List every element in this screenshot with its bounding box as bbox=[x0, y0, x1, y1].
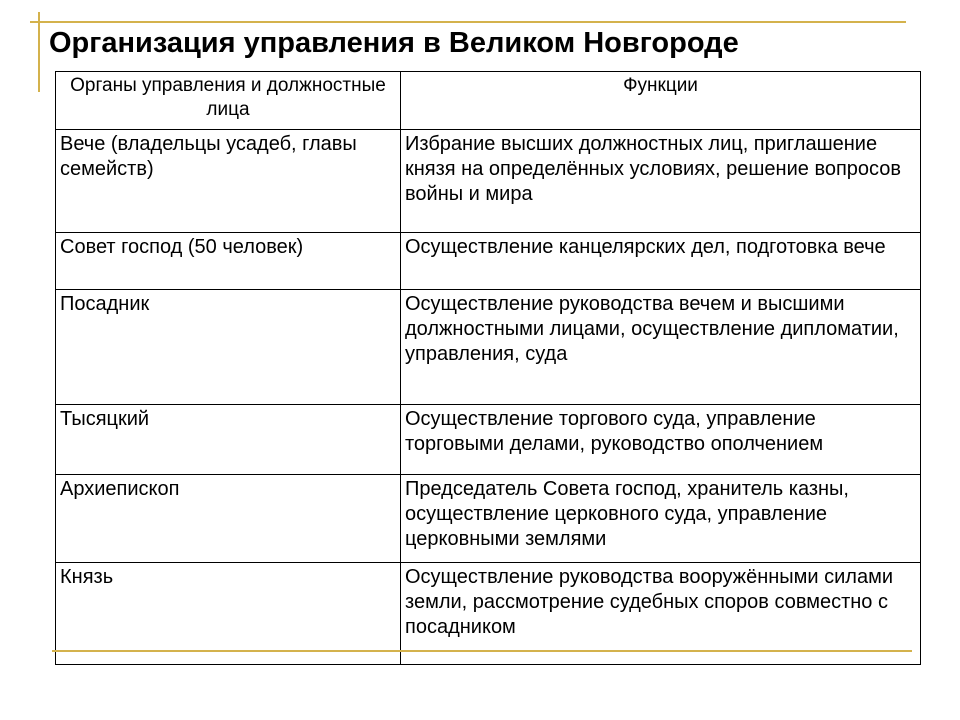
slide-title: Организация управления в Великом Новгороде bbox=[49, 27, 739, 59]
accent-line-left bbox=[38, 12, 40, 92]
organ-cell: Архиепископ bbox=[56, 475, 401, 563]
functions-cell: Осуществление канцелярских дел, подготовка вече bbox=[401, 233, 921, 290]
table-row bbox=[56, 130, 921, 233]
government-table bbox=[55, 71, 921, 665]
functions-cell: Избрание высших должностных лиц, приглашение князя на определённых условиях, решение вопросов войны и мира bbox=[401, 130, 921, 233]
functions-cell: Осуществление торгового суда, управление торговыми делами, руководство ополчением bbox=[401, 405, 921, 475]
table-header-row bbox=[56, 72, 921, 130]
organ-cell: Совет господ (50 человек) bbox=[56, 233, 401, 290]
organ-cell: Посадник bbox=[56, 290, 401, 405]
organ-cell: Вече (владельцы усадеб, главы семейств) bbox=[56, 130, 401, 233]
functions-cell: Осуществление руководства вечем и высшими должностными лицами, осуществление дипломатии, управления, суда bbox=[401, 290, 921, 405]
accent-line-top bbox=[30, 21, 906, 23]
table-row bbox=[56, 405, 921, 475]
functions-cell: Осуществление руководства вооружёнными силами земли, рассмотрение судебных споров совместно с посадником bbox=[401, 563, 921, 665]
table-row bbox=[56, 475, 921, 563]
table-row bbox=[56, 233, 921, 290]
table-row bbox=[56, 290, 921, 405]
organ-cell: Князь bbox=[56, 563, 401, 665]
header-functions: Функции bbox=[401, 72, 921, 130]
functions-cell: Председатель Совета господ, хранитель казны, осуществление церковного суда, управление церковными землями bbox=[401, 475, 921, 563]
accent-line-bottom bbox=[52, 650, 912, 652]
organ-cell: Тысяцкий bbox=[56, 405, 401, 475]
header-organs: Органы управления и должностные лица bbox=[56, 72, 401, 130]
